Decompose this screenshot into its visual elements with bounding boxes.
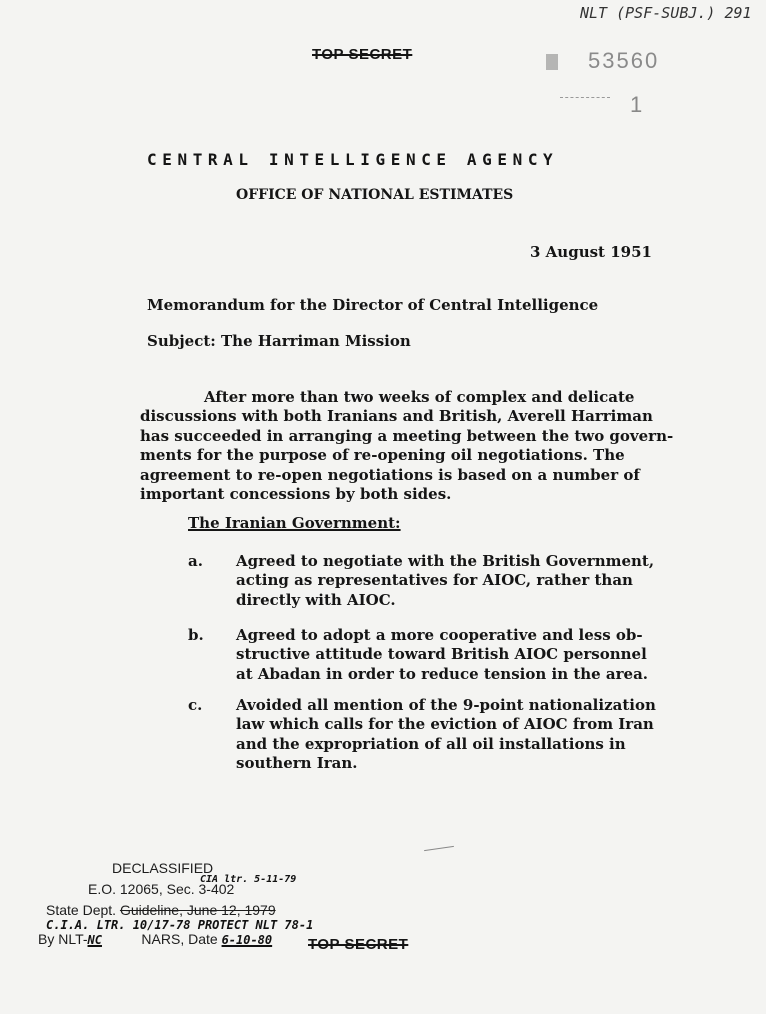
item-line: and the expropriation of all oil installations in [236,734,626,753]
memo-addressee: Memorandum for the Director of Central Intelligence [147,296,599,314]
item-line: acting as representatives for AIOC, rather than [236,571,633,590]
memo-date: 3 August 1951 [530,243,652,261]
by-nlt-line [38,931,272,947]
paragraph-line: important concessions by both sides. [140,485,452,504]
item-line: structive attitude toward British AIOC personnel [236,645,647,664]
paragraph-line: agreement to re-open negotiations is based on a number of [140,465,640,484]
stray-pen-mark [424,846,454,851]
agency-title: CENTRAL INTELLIGENCE AGENCY [147,150,559,169]
item-line: law which calls for the eviction of AIOC from Iran [236,715,654,734]
office-title: OFFICE OF NATIONAL ESTIMATES [236,187,514,203]
item-line: southern Iran. [236,754,358,773]
item-line: Avoided all mention of the 9-point nationalization [236,696,656,714]
state-dept-guideline: Guideline, June 12, 1979 [119,902,276,918]
archive-handwritten-note: NLT (PSF-SUBJ.) 291 [580,4,752,22]
state-dept-label: State Dept. [46,902,117,918]
item-line: at Abadan in order to reduce tension in the area. [236,664,649,683]
item-a-letter: a. [188,552,203,570]
page-mark: 1 [630,92,643,117]
nars-date-label: NARS, Date [141,931,218,947]
paragraph-line: ments for the purpose of re-opening oil negotiations. The [140,446,625,465]
paragraph-line: has succeeded in arranging a meeting between the two govern- [140,426,674,445]
item-a-text [236,552,656,610]
declassified-label: DECLASSIFIED [112,860,214,876]
item-c-letter: c. [188,696,203,714]
item-line: Agreed to adopt a more cooperative and less ob- [236,626,643,644]
item-b-text [236,626,656,684]
dashed-mark [560,97,610,98]
state-dept-line [46,902,276,918]
nars-date-value: 6-10-80 [221,933,273,947]
memo-subject: Subject: The Harriman Mission [147,332,411,350]
item-line: Agreed to negotiate with the British Government, [236,552,655,570]
document-stamp-number: 53560 [588,48,660,73]
by-nlt-initials: NC [87,933,102,947]
item-line: directly with AIOC. [236,590,396,609]
stamp-mark-icon [546,54,558,70]
item-b-letter: b. [188,626,204,644]
memo-paragraph [140,388,673,504]
item-c-text [236,696,656,774]
cia-letter-handwritten: C.I.A. LTR. 10/17-78 PROTECT NLT 78-1 [46,918,314,932]
by-nlt-label: By NLT- [38,931,88,947]
paragraph-line: After more than two weeks of complex and delicate [204,388,635,406]
paragraph-line: discussions with both Iranians and British, Averell Harriman [140,407,653,426]
eo-text: E.O. 12065, Sec. 3-402 [88,881,235,897]
top-secret-classification-bottom: TOP SECRET [308,936,409,953]
top-secret-classification-top: TOP SECRET [312,46,413,63]
section-heading: The Iranian Government: [188,514,401,532]
eo-handwritten: CIA ltr. 5-11-79 [200,874,297,885]
